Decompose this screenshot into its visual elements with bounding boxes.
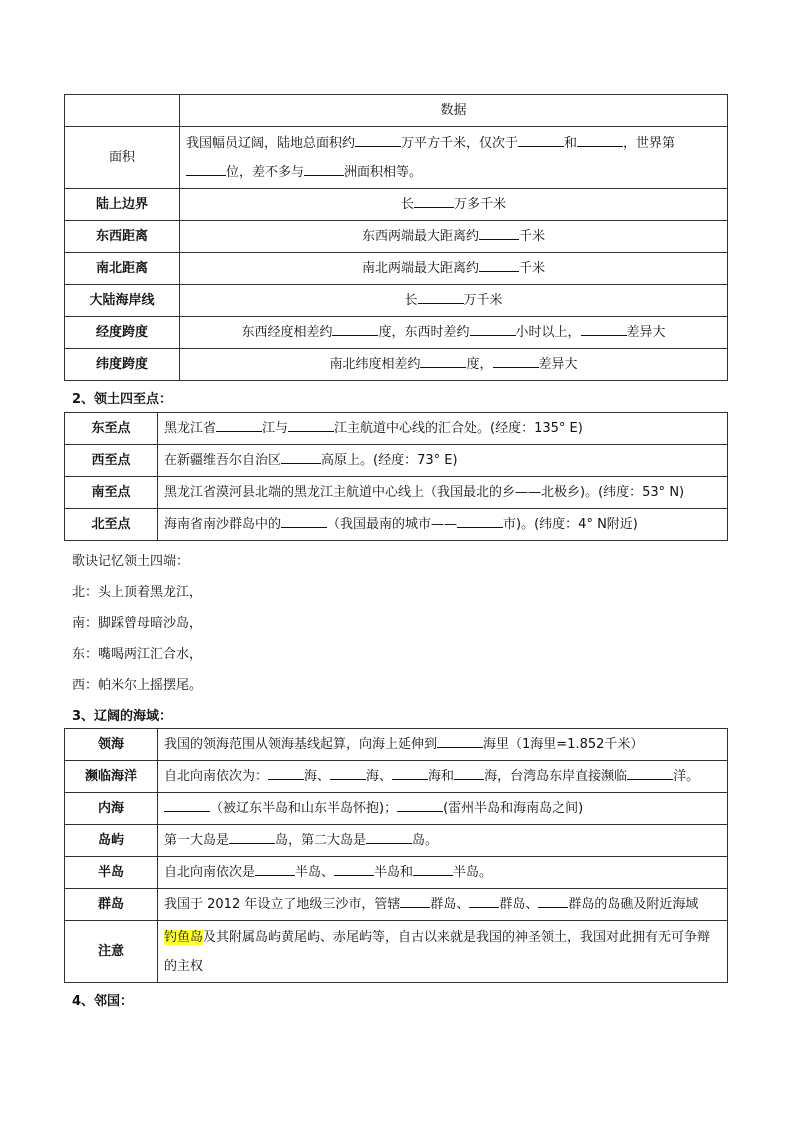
fill-blank[interactable] bbox=[479, 226, 519, 240]
rhyme-line: 南：脚踩曾母暗沙岛， bbox=[72, 616, 203, 631]
fill-blank[interactable] bbox=[392, 766, 428, 780]
fill-blank[interactable] bbox=[397, 798, 443, 812]
row-label: 南至点 bbox=[65, 477, 158, 509]
fill-blank[interactable] bbox=[493, 354, 539, 368]
row-label: 经度跨度 bbox=[65, 317, 180, 349]
table-cell: 海南省南沙群岛中的 （我国最南的城市—— 市)。(纬度：4° N附近) bbox=[158, 509, 728, 541]
fill-blank[interactable] bbox=[454, 766, 484, 780]
table-cell: 黑龙江省 江与 江主航道中心线的汇合处。(经度：135° E) bbox=[158, 413, 728, 445]
fill-blank[interactable] bbox=[288, 418, 334, 432]
fill-blank[interactable] bbox=[414, 194, 454, 208]
fill-blank[interactable] bbox=[413, 862, 453, 876]
fill-blank[interactable] bbox=[164, 798, 210, 812]
fill-blank[interactable] bbox=[470, 322, 516, 336]
rhyme-line: 西：帕米尔上摇摆尾。 bbox=[72, 678, 203, 693]
fill-blank[interactable] bbox=[334, 862, 374, 876]
row-label: 岛屿 bbox=[65, 825, 158, 857]
fill-blank[interactable] bbox=[304, 162, 344, 176]
table-cell: 自北向南依次是 半岛、 半岛和 半岛。 bbox=[158, 857, 728, 889]
row-label: 南北距离 bbox=[65, 253, 180, 285]
corner-cell bbox=[65, 95, 180, 127]
fill-blank[interactable] bbox=[366, 830, 412, 844]
row-label: 内海 bbox=[65, 793, 158, 825]
row-label: 陆上边界 bbox=[65, 189, 180, 221]
table-cell: 长 万千米 bbox=[180, 285, 728, 317]
rhyme-line: 北：头上顶着黑龙江， bbox=[72, 585, 203, 600]
note-cell: 钓鱼岛及其附属岛屿黄尾屿、赤尾屿等，自古以来就是我国的神圣领土，我国对此拥有无可争辩的主权 bbox=[158, 921, 728, 983]
fill-blank[interactable] bbox=[400, 894, 430, 908]
table-header: 数据 bbox=[180, 95, 728, 127]
fill-blank[interactable] bbox=[216, 418, 262, 432]
rhyme-line: 东：嘴喝两江汇合水， bbox=[72, 647, 203, 662]
fill-blank[interactable] bbox=[186, 162, 226, 176]
row-label: 群岛 bbox=[65, 889, 158, 921]
table-cell: 第一大岛是 岛，第二大岛是 岛。 bbox=[158, 825, 728, 857]
fill-blank[interactable] bbox=[229, 830, 275, 844]
row-label: 注意 bbox=[65, 921, 158, 983]
table-cell: 我国的领海范围从领海基线起算，向海上延伸到 海里（1海里=1.852千米） bbox=[158, 729, 728, 761]
row-label: 面积 bbox=[65, 127, 180, 189]
row-label: 北至点 bbox=[65, 509, 158, 541]
fill-blank[interactable] bbox=[420, 354, 466, 368]
table-cell: 长 万多千米 bbox=[180, 189, 728, 221]
fill-blank[interactable] bbox=[469, 894, 499, 908]
fill-blank[interactable] bbox=[518, 133, 564, 147]
fill-blank[interactable] bbox=[457, 514, 503, 528]
fill-blank[interactable] bbox=[355, 133, 401, 147]
section-heading-3: 3、辽阔的海域： bbox=[72, 709, 173, 724]
fill-blank[interactable] bbox=[581, 322, 627, 336]
fill-blank[interactable] bbox=[332, 322, 378, 336]
table-cell: 自北向南依次为： 海、 海、 海和 海，台湾岛东岸直接濒临 洋。 bbox=[158, 761, 728, 793]
extreme-points-table bbox=[64, 412, 728, 541]
fill-blank[interactable] bbox=[268, 766, 304, 780]
row-label: 濒临海洋 bbox=[65, 761, 158, 793]
row-label: 西至点 bbox=[65, 445, 158, 477]
fill-blank[interactable] bbox=[255, 862, 295, 876]
sea-area-table bbox=[64, 728, 728, 983]
table-cell: （被辽东半岛和山东半岛怀抱)； (雷州半岛和海南岛之间) bbox=[158, 793, 728, 825]
table-cell: 东西经度相差约 度，东西时差约 小时以上， 差异大 bbox=[180, 317, 728, 349]
fill-blank[interactable] bbox=[281, 514, 327, 528]
rhyme-title: 歌诀记忆领土四端： bbox=[72, 554, 190, 569]
row-label: 大陆海岸线 bbox=[65, 285, 180, 317]
fill-blank[interactable] bbox=[437, 734, 483, 748]
section-heading-2: 2、领土四至点： bbox=[72, 392, 173, 407]
row-label: 东至点 bbox=[65, 413, 158, 445]
area-cell: 我国幅员辽阔，陆地总面积约 万平方千米，仅次于 和 ，世界第 位，差不多与 洲面积相等。 bbox=[180, 127, 728, 189]
section-heading-4: 4、邻国： bbox=[72, 994, 134, 1009]
fill-blank[interactable] bbox=[577, 133, 623, 147]
fill-blank[interactable] bbox=[538, 894, 568, 908]
row-label: 半岛 bbox=[65, 857, 158, 889]
highlighted-term: 钓鱼岛 bbox=[164, 929, 204, 945]
table-cell: 在新疆维吾尔自治区 高原上。(经度：73° E) bbox=[158, 445, 728, 477]
table-cell: 南北两端最大距离约 千米 bbox=[180, 253, 728, 285]
row-label: 东西距离 bbox=[65, 221, 180, 253]
row-label: 纬度跨度 bbox=[65, 349, 180, 381]
fill-blank[interactable] bbox=[281, 450, 321, 464]
row-label: 领海 bbox=[65, 729, 158, 761]
table-cell: 南北纬度相差约 度， 差异大 bbox=[180, 349, 728, 381]
territory-data-table bbox=[64, 94, 728, 381]
table-cell: 东西两端最大距离约 千米 bbox=[180, 221, 728, 253]
fill-blank[interactable] bbox=[479, 258, 519, 272]
fill-blank[interactable] bbox=[330, 766, 366, 780]
fill-blank[interactable] bbox=[627, 766, 673, 780]
fill-blank[interactable] bbox=[418, 290, 464, 304]
table-cell: 我国于 2012 年设立了地级三沙市，管辖 群岛、 群岛、 群岛的岛礁及附近海域 bbox=[158, 889, 728, 921]
table-cell: 黑龙江省漠河县北端的黑龙江主航道中心线上（我国最北的乡——北极乡)。(纬度：53° N) bbox=[158, 477, 728, 509]
